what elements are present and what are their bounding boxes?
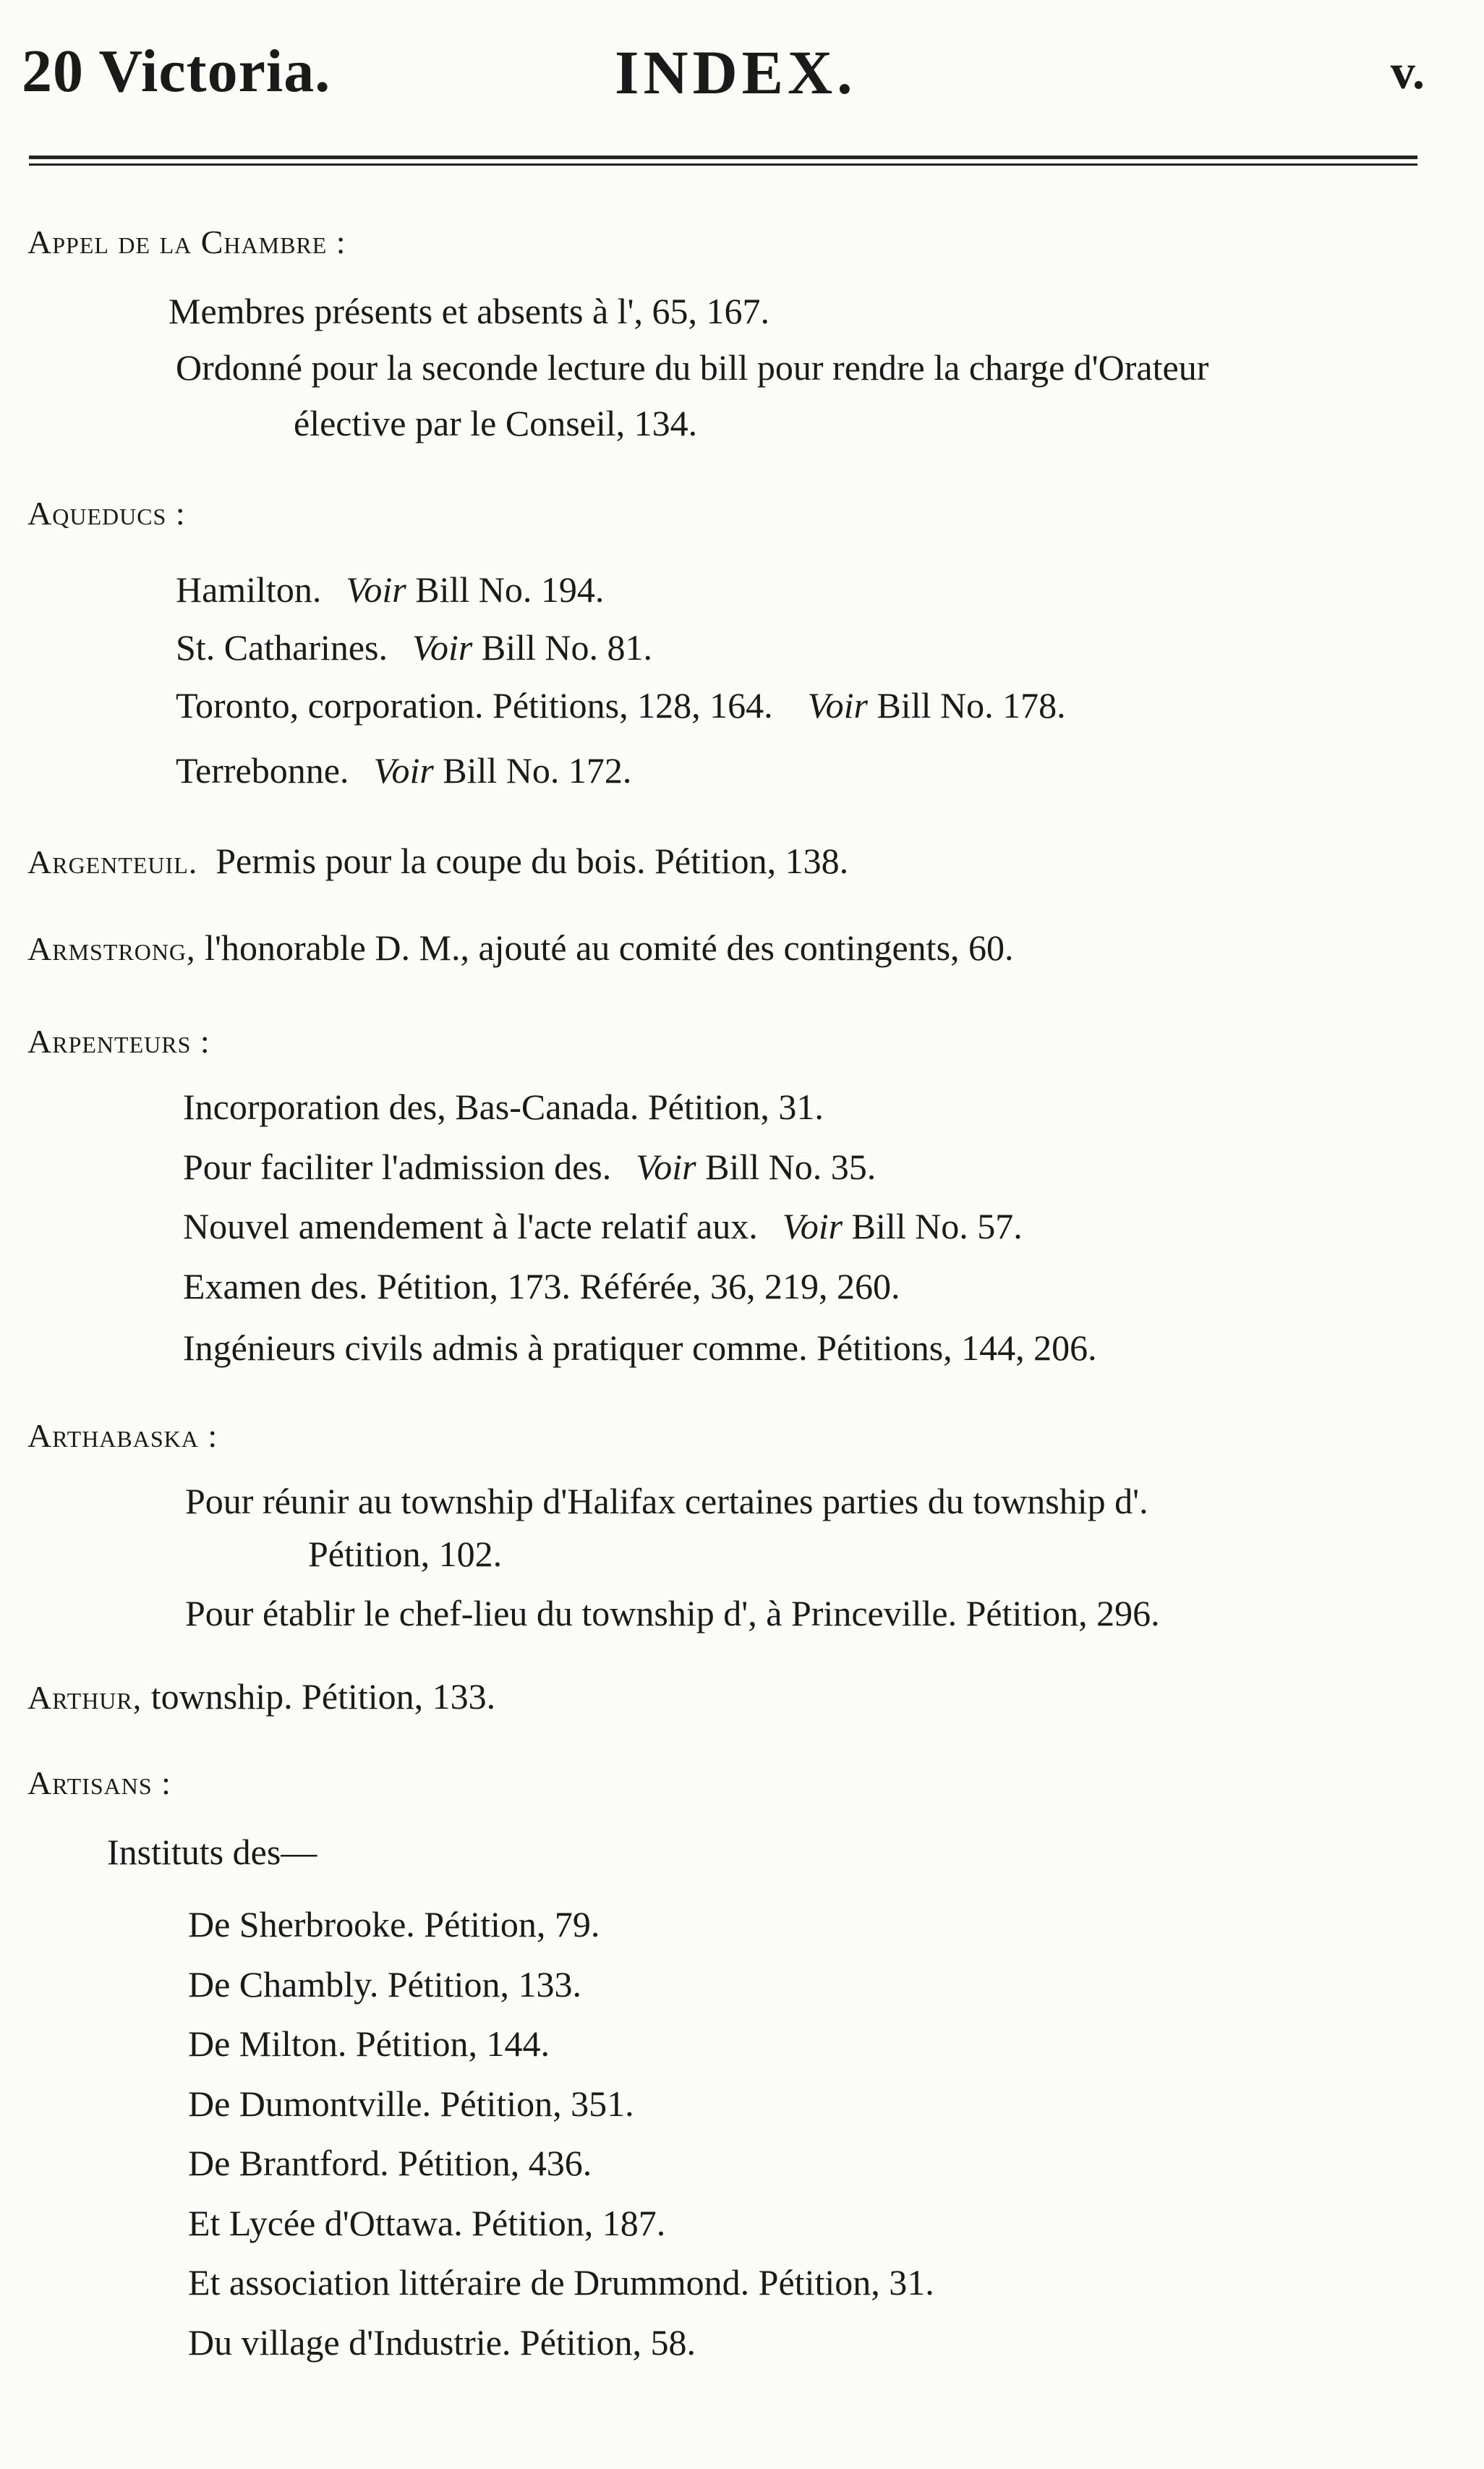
entry-line: Et Lycée d'Ottawa. Pétition, 187.: [188, 2203, 666, 2243]
entry-arthur: Arthur, township. Pétition, 133.: [27, 1676, 496, 1717]
entry-line: Pour établir le chef-lieu du township d', à Princeville. Pétition, 296.: [185, 1593, 1160, 1633]
entry-line: Hamilton. Voir Bill No. 194.: [176, 569, 605, 610]
entry-line: Ordonné pour la seconde lecture du bill pour rendre la charge d'Orateur: [176, 347, 1209, 388]
header-rule-thin: [29, 163, 1417, 166]
entry-line: Pour réunir au township d'Halifax certaines parties du township d'.: [185, 1481, 1148, 1521]
entry-line: St. Catharines. Voir Bill No. 81.: [176, 627, 653, 668]
session-label: 20 Victoria.: [22, 38, 331, 105]
entry-line: Membres présents et absents à l', 65, 167.: [169, 291, 770, 331]
entry-line: Incorporation des, Bas-Canada. Pétition, 31.: [183, 1087, 824, 1127]
entry-line: Toronto, corporation. Pétitions, 128, 164. Voir Bill No. 178.: [176, 685, 1066, 726]
page-header: [22, 36, 1425, 123]
entry-line: Nouvel amendement à l'acte relatif aux. Voir Bill No. 57.: [183, 1206, 1023, 1246]
entry-line: De Sherbrooke. Pétition, 79.: [188, 1904, 600, 1945]
entry-line: De Milton. Pétition, 144.: [188, 2023, 550, 2064]
entry-heading-artisans: Artisans :: [27, 1764, 171, 1801]
entry-line: Ingénieurs civils admis à pratiquer comme. Pétitions, 144, 206.: [183, 1327, 1097, 1368]
entry-argenteuil: Argenteuil. Permis pour la coupe du bois. Pétition, 138.: [27, 841, 849, 881]
entry-line: Et association littéraire de Drummond. Pétition, 31.: [188, 2262, 934, 2303]
entry-heading-arpenteurs: Arpenteurs :: [27, 1023, 210, 1060]
entry-subheading: Instituts des—: [107, 1832, 317, 1872]
entry-line: Pour faciliter l'admission des. Voir Bill No. 35.: [183, 1147, 877, 1187]
entry-line: Pétition, 102.: [308, 1534, 503, 1574]
entry-heading-appel: Appel de la Chambre :: [27, 224, 346, 260]
entry-heading-aqueducs: Aqueducs :: [27, 495, 186, 532]
entry-line: Du village d'Industrie. Pétition, 58.: [188, 2322, 696, 2363]
entry-armstrong: Armstrong, l'honorable D. M., ajouté au comité des contingents, 60.: [27, 927, 1014, 968]
entry-line: élective par le Conseil, 134.: [294, 403, 698, 443]
entry-line: De Dumontville. Pétition, 351.: [188, 2083, 634, 2124]
page-title: INDEX.: [615, 38, 857, 107]
entry-heading-arthabaska: Arthabaska :: [27, 1417, 218, 1454]
entry-line: Examen des. Pétition, 173. Référée, 36, 219, 260.: [183, 1266, 900, 1306]
entry-line: De Brantford. Pétition, 436.: [188, 2143, 592, 2183]
entry-line: Terrebonne. Voir Bill No. 172.: [176, 750, 632, 791]
header-rule: [29, 156, 1417, 159]
page-number: v.: [1390, 44, 1425, 99]
entry-line: De Chambly. Pétition, 133.: [188, 1964, 581, 2005]
